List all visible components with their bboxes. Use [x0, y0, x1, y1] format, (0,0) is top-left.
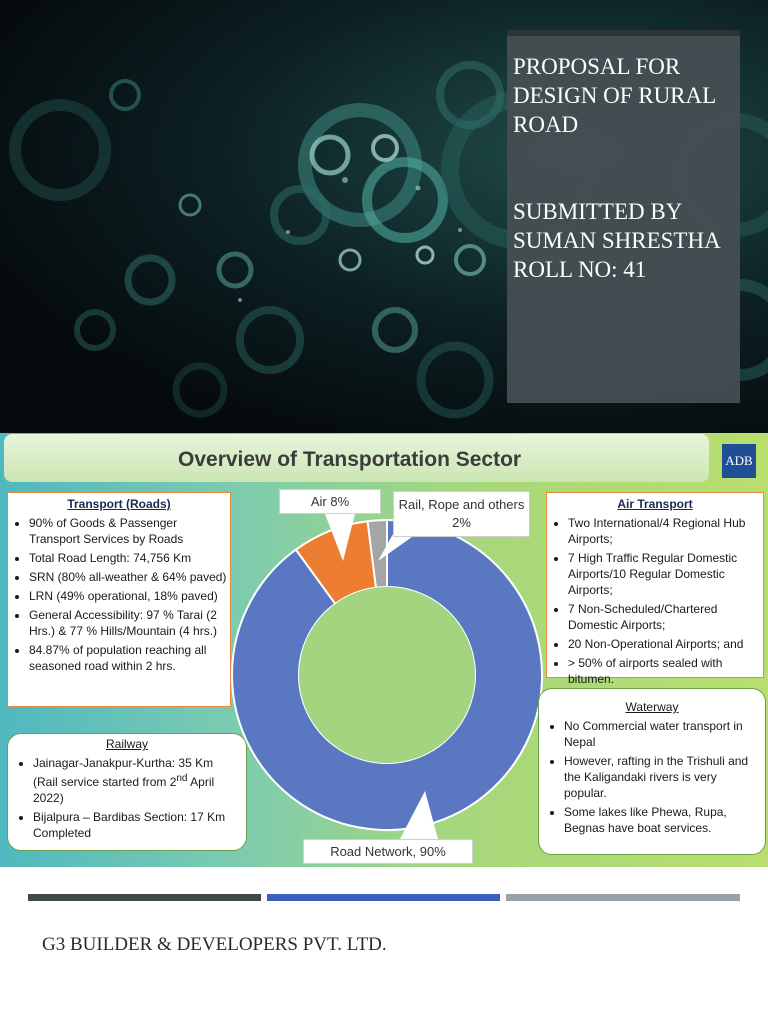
list-item: • Bijalpura – Bardibas Section: 17 Km Completed	[33, 809, 240, 841]
footer-bar-dark	[28, 894, 261, 901]
footer-bar-gray	[506, 894, 740, 901]
chart-label-road: Road Network, 90%	[303, 839, 473, 864]
roll-number: ROLL NO: 41	[513, 257, 647, 282]
railway-heading: Railway	[105, 737, 148, 751]
list-item: • 7 High Traffic Regular Domestic Airports/10 Regular Domestic Airports;	[568, 550, 761, 598]
hero-background	[0, 0, 768, 433]
title-line: DESIGN OF RURAL	[513, 83, 717, 108]
list-item: • > 50% of airports sealed with bitumen.	[568, 655, 761, 687]
adb-logo: ADB	[722, 444, 756, 478]
waterway-box	[538, 688, 766, 855]
list-item: • 7 Non-Scheduled/Chartered Domestic Airports;	[568, 601, 761, 633]
title-line: ROAD	[513, 112, 579, 137]
title-line: PROPOSAL FOR	[513, 54, 681, 79]
slide-title: Overview of Transportation Sector	[178, 448, 522, 471]
author-name: SUMAN SHRESTHA	[513, 228, 721, 253]
list-item: • 84.87% of population reaching all seasoned road within 2 hrs.	[29, 642, 228, 674]
railway-list	[14, 755, 240, 841]
list-item: • 20 Non-Operational Airports; and	[568, 636, 761, 652]
transport-overview-slide	[0, 433, 768, 867]
list-item: • Total Road Length: 74,756 Km	[29, 550, 228, 566]
title-panel-top-bar	[507, 30, 740, 36]
submitted-by-line: SUBMITTED BY	[513, 199, 683, 224]
list-item: • LRN (49% operational, 18% paved)	[29, 588, 228, 604]
waterway-heading: Waterway	[625, 700, 679, 714]
proposal-title	[513, 52, 737, 284]
railway-box	[7, 733, 247, 851]
railway-item-superscript: nd	[176, 773, 188, 784]
list-item: • SRN (80% all-weather & 64% paved)	[29, 569, 228, 585]
footer-bar-blue	[267, 894, 500, 901]
title-panel	[507, 30, 740, 403]
railway-item-tail: April 2022)	[33, 775, 215, 805]
list-item: • 90% of Goods & Passenger Transport Services by Roads	[29, 515, 228, 547]
waterway-list	[545, 718, 759, 836]
list-item: • Two International/4 Regional Hub Airports;	[568, 515, 761, 547]
list-item: • However, rafting in the Trishuli and the Kaligandaki rivers is very popular.	[564, 753, 759, 801]
roads-heading: Transport (Roads)	[67, 497, 171, 511]
list-item: • General Accessibility: 97 % Tarai (2 Hrs.) & 77 % Hills/Mountain (4 hrs.)	[29, 607, 228, 639]
chart-label-rail: Rail, Rope and others 2%	[393, 491, 530, 537]
list-item: • Some lakes like Phewa, Rupa, Begnas have boat services.	[564, 804, 759, 836]
air-heading: Air Transport	[617, 497, 693, 511]
chart-label-air: Air 8%	[279, 489, 381, 514]
donut-center	[299, 587, 475, 763]
list-item	[33, 755, 240, 806]
company-name: G3 BUILDER & DEVELOPERS PVT. LTD.	[42, 934, 387, 955]
list-item: • No Commercial water transport in Nepal	[564, 718, 759, 750]
railway-item-text: Jainagar-Janakpur-Kurtha: 35 Km (Rail service started from 2	[33, 756, 214, 789]
